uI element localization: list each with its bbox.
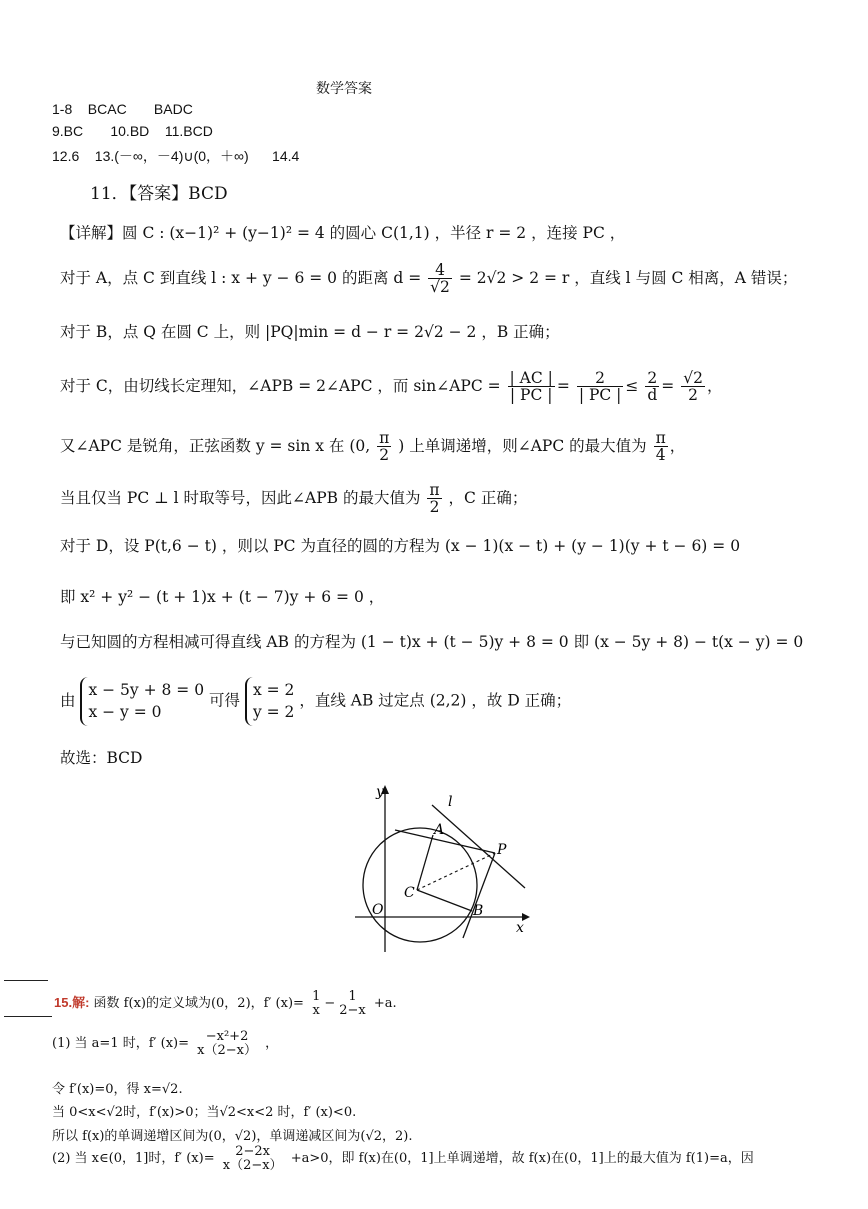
q11-option-b: 对于 B，点 Q 在圆 C 上，则 |PQ|min = d − r = 2√2 − 2 ，B 正确； (60, 323, 560, 341)
page-title: 数学答案 (316, 81, 372, 97)
q15-tag: 15.解: (54, 995, 90, 1011)
d4-pre: 由 (60, 691, 76, 710)
q15-l1-pre: 函数 f(x)的定义域为(0，2)，f′ (x)= (93, 996, 304, 1012)
a-den: √2 (430, 278, 450, 297)
segment-ca (417, 835, 433, 890)
c2-frac-2 (654, 430, 668, 464)
sys2-eq-b: y = 2 (252, 703, 295, 722)
label-b: B (473, 903, 484, 919)
c-f1-den: | PC | (509, 386, 553, 405)
q11-heading: 11．【答案】BCD (90, 184, 228, 204)
c-frac-1 (508, 370, 555, 404)
c2-f2-den: 4 (655, 446, 666, 465)
c-f2-num: 2 (577, 370, 624, 387)
q15-l2-den: x（2−x） (197, 1042, 257, 1058)
sys1-eq-b: x − y = 0 (88, 703, 162, 722)
label-x: x (516, 920, 524, 936)
q15-l2-frac (195, 1030, 259, 1057)
label-y: y (376, 784, 384, 800)
c-f3-den: d (647, 386, 658, 405)
c2-mid: ) 上单调递增，则∠APC 的最大值为 (398, 436, 647, 455)
detail-text: 圆 C : (x−1)² + (y−1)² = 4 的圆心 C(1,1) ，半径 r = 2 ，连接 PC ， (122, 224, 626, 242)
q15-line-2 (52, 1030, 278, 1057)
c-f3-num: 2 (645, 370, 659, 387)
equation-system-2 (245, 677, 294, 726)
q15-l6-pre: (2) 当 x∈(0，1]时，f′ (x)= (52, 1151, 215, 1167)
q15-l1-minus: − (324, 996, 336, 1012)
q11-option-d-3: 与已知圆的方程相减可得直线 AB 的方程为 (1 − t)x + (t − 5)y + 8 = 0 即 (x − 5y + 8) − t(x − y) = 0 (60, 633, 804, 651)
q15-l6-den: x（2−x） (222, 1157, 283, 1173)
equation-system-1 (80, 677, 204, 726)
c-f2-den: | PC | (578, 386, 622, 405)
c-f1-num: | AC | (509, 369, 553, 387)
answer-row-3: 12.6 13.(－∞，－4)∪(0，＋∞) 14.4 (52, 148, 300, 164)
margin-mark-2 (4, 1016, 52, 1017)
q15-l1-f2-den: 2−x (339, 1002, 366, 1018)
q15-l6-frac (221, 1145, 285, 1172)
q15-l1-f1-den: x (312, 1002, 320, 1018)
q15-line-3: 令 f′(x)=0，得 x=√2. (52, 1082, 183, 1097)
q11-option-d-4 (60, 677, 571, 726)
margin-mark-1 (4, 980, 48, 981)
c3-frac (427, 482, 441, 516)
q15-l1-f2-num: 1 (348, 989, 357, 1004)
c3-post: ，C 正确； (448, 488, 528, 507)
answer-row-2: 9.BC 10.BD 11.BCD (52, 123, 213, 139)
q11-option-d-2: 即 x² + y² − (t + 1)x + (t − 7)y + 6 = 0 ， (60, 588, 385, 606)
c-f4-den: 2 (688, 386, 698, 405)
q15-line-1 (54, 990, 397, 1017)
q15-l6-post: +a>0，即 f(x)在(0，1]上单调递增，故 f(x)在(0，1]上的最大值为 f(1)=a，因 (290, 1151, 754, 1167)
label-l: l (448, 794, 453, 810)
c3-num: π (429, 481, 440, 499)
d4-post: ，直线 AB 过定点 (2,2) ，故 D 正确； (299, 691, 572, 710)
c2-frac-1 (377, 430, 391, 464)
a-post: = 2√2 > 2 = r ，直线 l 与圆 C 相离，A 错误； (458, 268, 798, 287)
label-p: P (497, 842, 507, 858)
label-c: C (404, 885, 415, 901)
c-f4-num: √2 (683, 369, 703, 387)
q15-l1-frac-2 (337, 990, 368, 1017)
c-frac-4 (681, 370, 705, 404)
d4-mid: 可得 (209, 691, 241, 710)
c3-pre: 当且仅当 PC ⊥ l 时取等号，因此∠APB 的最大值为 (60, 488, 421, 507)
a-fraction (428, 262, 452, 296)
label-a: A (434, 822, 445, 838)
c-frac-3 (645, 370, 659, 404)
label-o: O (372, 902, 384, 918)
q11-option-c-2: 又∠APC 是锐角，正弦函数 y = sin x 在 (0, $\frac{\pi}{2}$ ) 上单调递增，则∠APC 的最大值为 $\frac{\pi}{4}$ ， (60, 429, 686, 465)
line-l (432, 805, 525, 888)
c-pre: 对于 C，由切线长定理知，∠APB = 2∠APC ，而 sin∠APC = (60, 376, 501, 395)
segment-cb (417, 890, 472, 911)
q11-detail (60, 221, 625, 243)
q11-option-a (60, 262, 797, 296)
q15-line-6 (52, 1145, 754, 1172)
q15-l1-post: +a. (373, 996, 397, 1012)
c2-f2-num: π (655, 429, 666, 447)
answer-row-1: 1-8 BCAC BADC (52, 101, 193, 117)
c2-f1-num: π (379, 429, 390, 447)
q15-line-4: 当 0<x<√2时，f′(x)>0；当√2<x<2 时，f′ (x)<0. (52, 1105, 357, 1120)
a-pre: 对于 A，点 C 到直线 l : x + y − 6 = 0 的距离 d = (60, 268, 422, 287)
q15-l2-pre: (1) 当 a=1 时，f′ (x)= (52, 1036, 189, 1052)
q11-conclusion: 故选：BCD (60, 749, 143, 767)
c3-den: 2 (429, 498, 440, 517)
detail-tag: 【详解】 (60, 224, 123, 242)
q15-l6-num: 2−2x (235, 1144, 271, 1159)
q11-option-c-3 (60, 482, 527, 516)
geometry-figure (350, 780, 535, 955)
sys2-eq-a: x = 2 (252, 681, 295, 699)
c2-pre: 又∠APC 是锐角，正弦函数 y = sin x 在 (0, (60, 436, 371, 455)
q15-l1-f1-num: 1 (312, 989, 321, 1004)
c2-f1-den: 2 (379, 446, 390, 465)
q15-l1-frac-1 (310, 990, 322, 1017)
c-frac-2 (577, 370, 624, 404)
q15-l2-post: ， (265, 1036, 279, 1052)
q11-option-d: 对于 D，设 P(t,6 − t) ，则以 PC 为直径的圆的方程为 (x − 1)(x − t) + (y − 1)(y + t − 6) = 0 (60, 537, 741, 555)
q11-option-c: 对于 C，由切线长定理知，∠APB = 2∠APC ，而 sin∠APC = $\frac{| AC |}{| PC |}$ = $\frac{2}{| PC |}$ ≤ $\frac{2}{d}$ = $\frac{√2}{2}$ ， (60, 369, 723, 405)
a-num: 4 (428, 262, 452, 279)
q15-line-5: 所以 f(x)的单调递增区间为(0，√2)，单调递减区间为(√2，2). (52, 1129, 413, 1144)
sys1-eq-a: x − 5y + 8 = 0 (88, 681, 205, 699)
q15-l2-num: −x²+2 (205, 1029, 249, 1044)
